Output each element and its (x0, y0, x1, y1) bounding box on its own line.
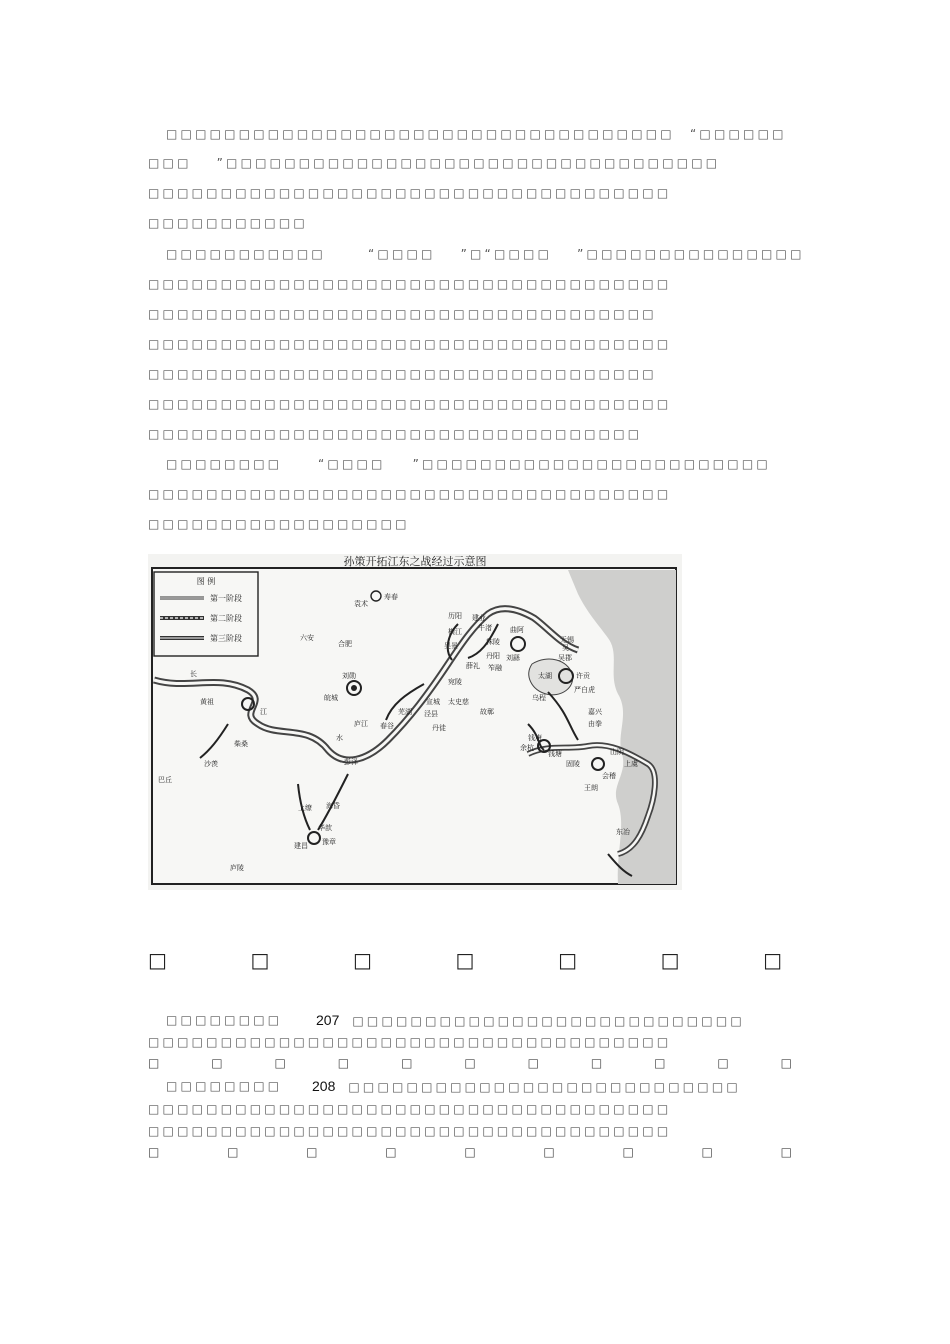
section-heading (148, 948, 782, 972)
paragraph1-line2-text: ”□□□□□□□□□□□□□□□□□□□□□□□□□□□□□□□□□□ (216, 156, 721, 170)
section2-line1 (166, 1078, 282, 1094)
paragraph2-line5 (148, 366, 657, 382)
section2-line1-number-row (312, 1078, 741, 1094)
paragraph2-line5-text: □□□□□□□□□□□□□□□□□□□□□□□□□□□□□□□□□□□ (148, 367, 657, 381)
heading-char-2: □ (250, 948, 270, 972)
paragraph2-line2-text: □□□□□□□□□□□□□□□□□□□□□□□□□□□□□□□□□□□□ (148, 277, 672, 291)
section1-spread-11: □ (780, 1056, 792, 1070)
heading-char-5: □ (558, 948, 577, 972)
section2-line3-text: □□□□□□□□□□□□□□□□□□□□□□□□□□□□□□□□□□□□ (148, 1124, 672, 1138)
section2-line2-text: □□□□□□□□□□□□□□□□□□□□□□□□□□□□□□□□□□□□ (148, 1102, 672, 1116)
label-shanyin: 山阴 (610, 748, 624, 756)
label-niuzhu: 牛渚 (478, 624, 492, 632)
paragraph2-line6 (148, 396, 671, 412)
section2-spread-7: □ (622, 1145, 634, 1159)
label-wucheng: 乌程 (532, 694, 546, 702)
label-luan: 六安 (300, 634, 314, 642)
section1-number: 207 (316, 1012, 340, 1028)
section1-spread-5: □ (401, 1056, 413, 1070)
section2-spread-4: □ (385, 1145, 397, 1159)
paragraph3-line1-quote (318, 456, 771, 472)
section1-spread-7: □ (527, 1056, 539, 1070)
section2-spread-6: □ (543, 1145, 555, 1159)
paragraph1-line3-text: □□□□□□□□□□□□□□□□□□□□□□□□□□□□□□□□□□□□ (148, 186, 672, 200)
paragraph2-line3 (148, 306, 657, 322)
paragraph1-line1 (166, 126, 675, 142)
paragraph2-line4 (148, 336, 671, 352)
paragraph3-line1 (166, 456, 282, 472)
section1-line1 (166, 1012, 282, 1028)
paragraph1-line3 (148, 185, 671, 201)
marker-wancheng-dot (351, 685, 357, 691)
section1-spread-6: □ (464, 1056, 476, 1070)
label-jiaxing: 嘉兴 (588, 708, 602, 716)
label-wanglang: 王朗 (584, 784, 598, 792)
map-legend-item-2: 第二阶段 (210, 614, 242, 623)
label-liuyao: 刘繇 (506, 654, 520, 662)
label-liuxun: 刘勋 (342, 672, 356, 680)
label-youquan: 由拳 (588, 720, 602, 728)
paragraph2-line1-quotes (368, 246, 805, 262)
label-yuhang: 余杭 (520, 744, 534, 752)
section1-line2 (148, 1034, 671, 1050)
label-yuanshu: 袁术 (354, 600, 368, 608)
label-dongye: 东冶 (616, 828, 630, 836)
paragraph3-line3 (148, 516, 410, 532)
heading-char-1: □ (148, 948, 167, 972)
section2-spread-8: □ (701, 1145, 713, 1159)
label-shangliao: 上缭 (298, 804, 312, 812)
section2-line3 (148, 1123, 671, 1139)
paragraph1-line1-quote-text: “□□□□□□ (690, 127, 787, 141)
label-hefei: 合肥 (338, 640, 352, 648)
paragraph3-line2-text: □□□□□□□□□□□□□□□□□□□□□□□□□□□□□□□□□□□□ (148, 487, 672, 501)
label-shaxian: 沙羡 (204, 760, 218, 768)
paragraph3-line3-text: □□□□□□□□□□□□□□□□□□ (148, 517, 410, 531)
label-jingxian: 泾县 (424, 710, 438, 718)
label-quea: 曲阿 (510, 626, 524, 634)
label-shangyu: 上虞 (624, 760, 638, 768)
label-wu: 吴 (562, 644, 569, 652)
paragraph2-quote1: “□□□□ (368, 247, 436, 261)
label-chang: 长 (190, 670, 197, 678)
label-guzhang: 故鄣 (480, 708, 494, 716)
heading-char-6: □ (660, 948, 680, 972)
label-huaxin: 华歆 (318, 824, 332, 832)
paragraph3-line2 (148, 486, 671, 502)
paragraph3-quote: “□□□□ (318, 457, 386, 471)
section1-line2-text: □□□□□□□□□□□□□□□□□□□□□□□□□□□□□□□□□□□□ (148, 1035, 672, 1049)
section1-spread-1: □ (148, 1056, 160, 1070)
label-xuancheng: 宣城 (426, 698, 440, 706)
heading-char-4: □ (455, 948, 475, 972)
paragraph1-line2-lead: □□□ (148, 156, 192, 170)
paragraph2-line7-text: □□□□□□□□□□□□□□□□□□□□□□□□□□□□□□□□□□ (148, 427, 643, 441)
section1-line1-number-row (316, 1012, 745, 1028)
paragraph3-lead: □□□□□□□□ (166, 457, 283, 471)
label-liyang: 历阳 (448, 612, 462, 620)
section1-spread-4: □ (337, 1056, 350, 1070)
label-wujing: 吴景 (444, 642, 458, 650)
paragraph2-line7 (148, 426, 642, 442)
paragraph2-line1-rest: ”□□□□□□□□□□□□□□□ (577, 247, 805, 261)
section1-rest: □□□□□□□□□□□□□□□□□□□□□□□□□□□ (352, 1014, 745, 1028)
label-jianye: 建业 (472, 614, 486, 622)
label-guling: 固陵 (566, 760, 580, 768)
section2-spread-1: □ (148, 1145, 160, 1159)
label-chaisang: 柴桑 (234, 740, 248, 748)
label-jiang: 江 (260, 708, 267, 716)
map-legend-item-1: 第一阶段 (210, 594, 242, 603)
section2-spread-3: □ (306, 1145, 318, 1159)
label-wuxi: 无锡 (560, 636, 574, 644)
paragraph2-quote2: ”□“□□□□ (460, 247, 553, 261)
label-huangzu: 黄祖 (200, 698, 214, 706)
label-zerong: 笮融 (488, 664, 502, 672)
label-wuhu: 芜湖 (398, 708, 412, 716)
label-baqiu: 巴丘 (158, 776, 172, 784)
paragraph2-line3-text: □□□□□□□□□□□□□□□□□□□□□□□□□□□□□□□□□□□ (148, 307, 657, 321)
campaign-map (148, 554, 682, 890)
paragraph3-line1-rest: ”□□□□□□□□□□□□□□□□□□□□□□□□ (412, 457, 771, 471)
map-title: 孙策开拓江东之战经过示意图 (343, 555, 487, 568)
section2-rest: □□□□□□□□□□□□□□□□□□□□□□□□□□□ (348, 1080, 741, 1094)
label-danyang: 丹阳 (486, 652, 500, 660)
label-shui: 水 (336, 734, 343, 742)
label-haihun: 海昏 (326, 802, 340, 810)
section1-spread-9: □ (654, 1056, 666, 1070)
map-legend-title: 图 例 (196, 577, 216, 586)
label-chungu: 春谷 (380, 722, 394, 730)
paragraph1-line1-text: □□□□□□□□□□□□□□□□□□□□□□□□□□□□□□□□□□□ (166, 127, 675, 141)
paragraph1-line4-text: □□□□□□□□□□□ (148, 216, 308, 230)
section1-spread-3: □ (274, 1056, 286, 1070)
paragraph1-line2 (148, 155, 720, 171)
paragraph2-line6-text: □□□□□□□□□□□□□□□□□□□□□□□□□□□□□□□□□□□□ (148, 397, 672, 411)
label-hengjiang: 横江 (448, 628, 462, 636)
label-taihu: 太湖 (538, 672, 552, 680)
section2-spread-row (148, 1145, 792, 1159)
label-pengze: 彭泽 (344, 758, 358, 766)
campaign-map-figure (148, 554, 682, 890)
label-yanbaihu: 严白虎 (574, 686, 595, 694)
label-lujiang: 庐江 (354, 720, 368, 728)
section2-lead: □□□□□□□□ (166, 1079, 283, 1093)
paragraph2-lead: □□□□□□□□□□□ (166, 247, 326, 261)
label-taishici: 太史慈 (448, 698, 469, 706)
section2-spread-9: □ (780, 1145, 792, 1159)
paragraph2-line2 (148, 276, 671, 292)
section1-spread-2: □ (211, 1056, 223, 1070)
label-yuzhang: 豫章 (322, 838, 336, 846)
section2-number: 208 (312, 1078, 336, 1094)
label-wanling: 宛陵 (448, 678, 462, 686)
label-luling: 庐陵 (230, 864, 244, 872)
label-wancheng: 皖城 (324, 694, 338, 702)
section1-spread-10: □ (717, 1056, 729, 1070)
label-dantu: 丹徒 (432, 724, 446, 732)
label-qiantang2: 钱塘 (548, 750, 562, 758)
label-shouchun: 寿春 (384, 593, 398, 601)
section1-lead: □□□□□□□□ (166, 1013, 283, 1027)
section2-line2 (148, 1101, 671, 1117)
section2-spread-5: □ (464, 1145, 476, 1159)
paragraph1-line1-quote (690, 126, 787, 142)
label-wujun: 吴郡 (558, 654, 572, 662)
label-jianchang: 建昌 (294, 842, 308, 850)
map-legend-item-3: 第三阶段 (210, 634, 242, 643)
label-qiantang: 钱唐 (528, 734, 542, 742)
heading-char-3: □ (353, 948, 372, 972)
paragraph2-line4-text: □□□□□□□□□□□□□□□□□□□□□□□□□□□□□□□□□□□□ (148, 337, 672, 351)
label-xueli: 薛礼 (466, 662, 480, 670)
heading-char-7: □ (763, 948, 782, 972)
label-xugong: 许贡 (576, 672, 590, 680)
label-moling: 秣陵 (486, 638, 500, 646)
label-kuaiji: 会稽 (602, 772, 616, 780)
paragraph1-line4 (148, 215, 308, 231)
paragraph2-line1 (166, 246, 326, 262)
section1-spread-8: □ (590, 1056, 603, 1070)
section1-spread-row (148, 1056, 792, 1070)
section2-spread-2: □ (227, 1145, 239, 1159)
